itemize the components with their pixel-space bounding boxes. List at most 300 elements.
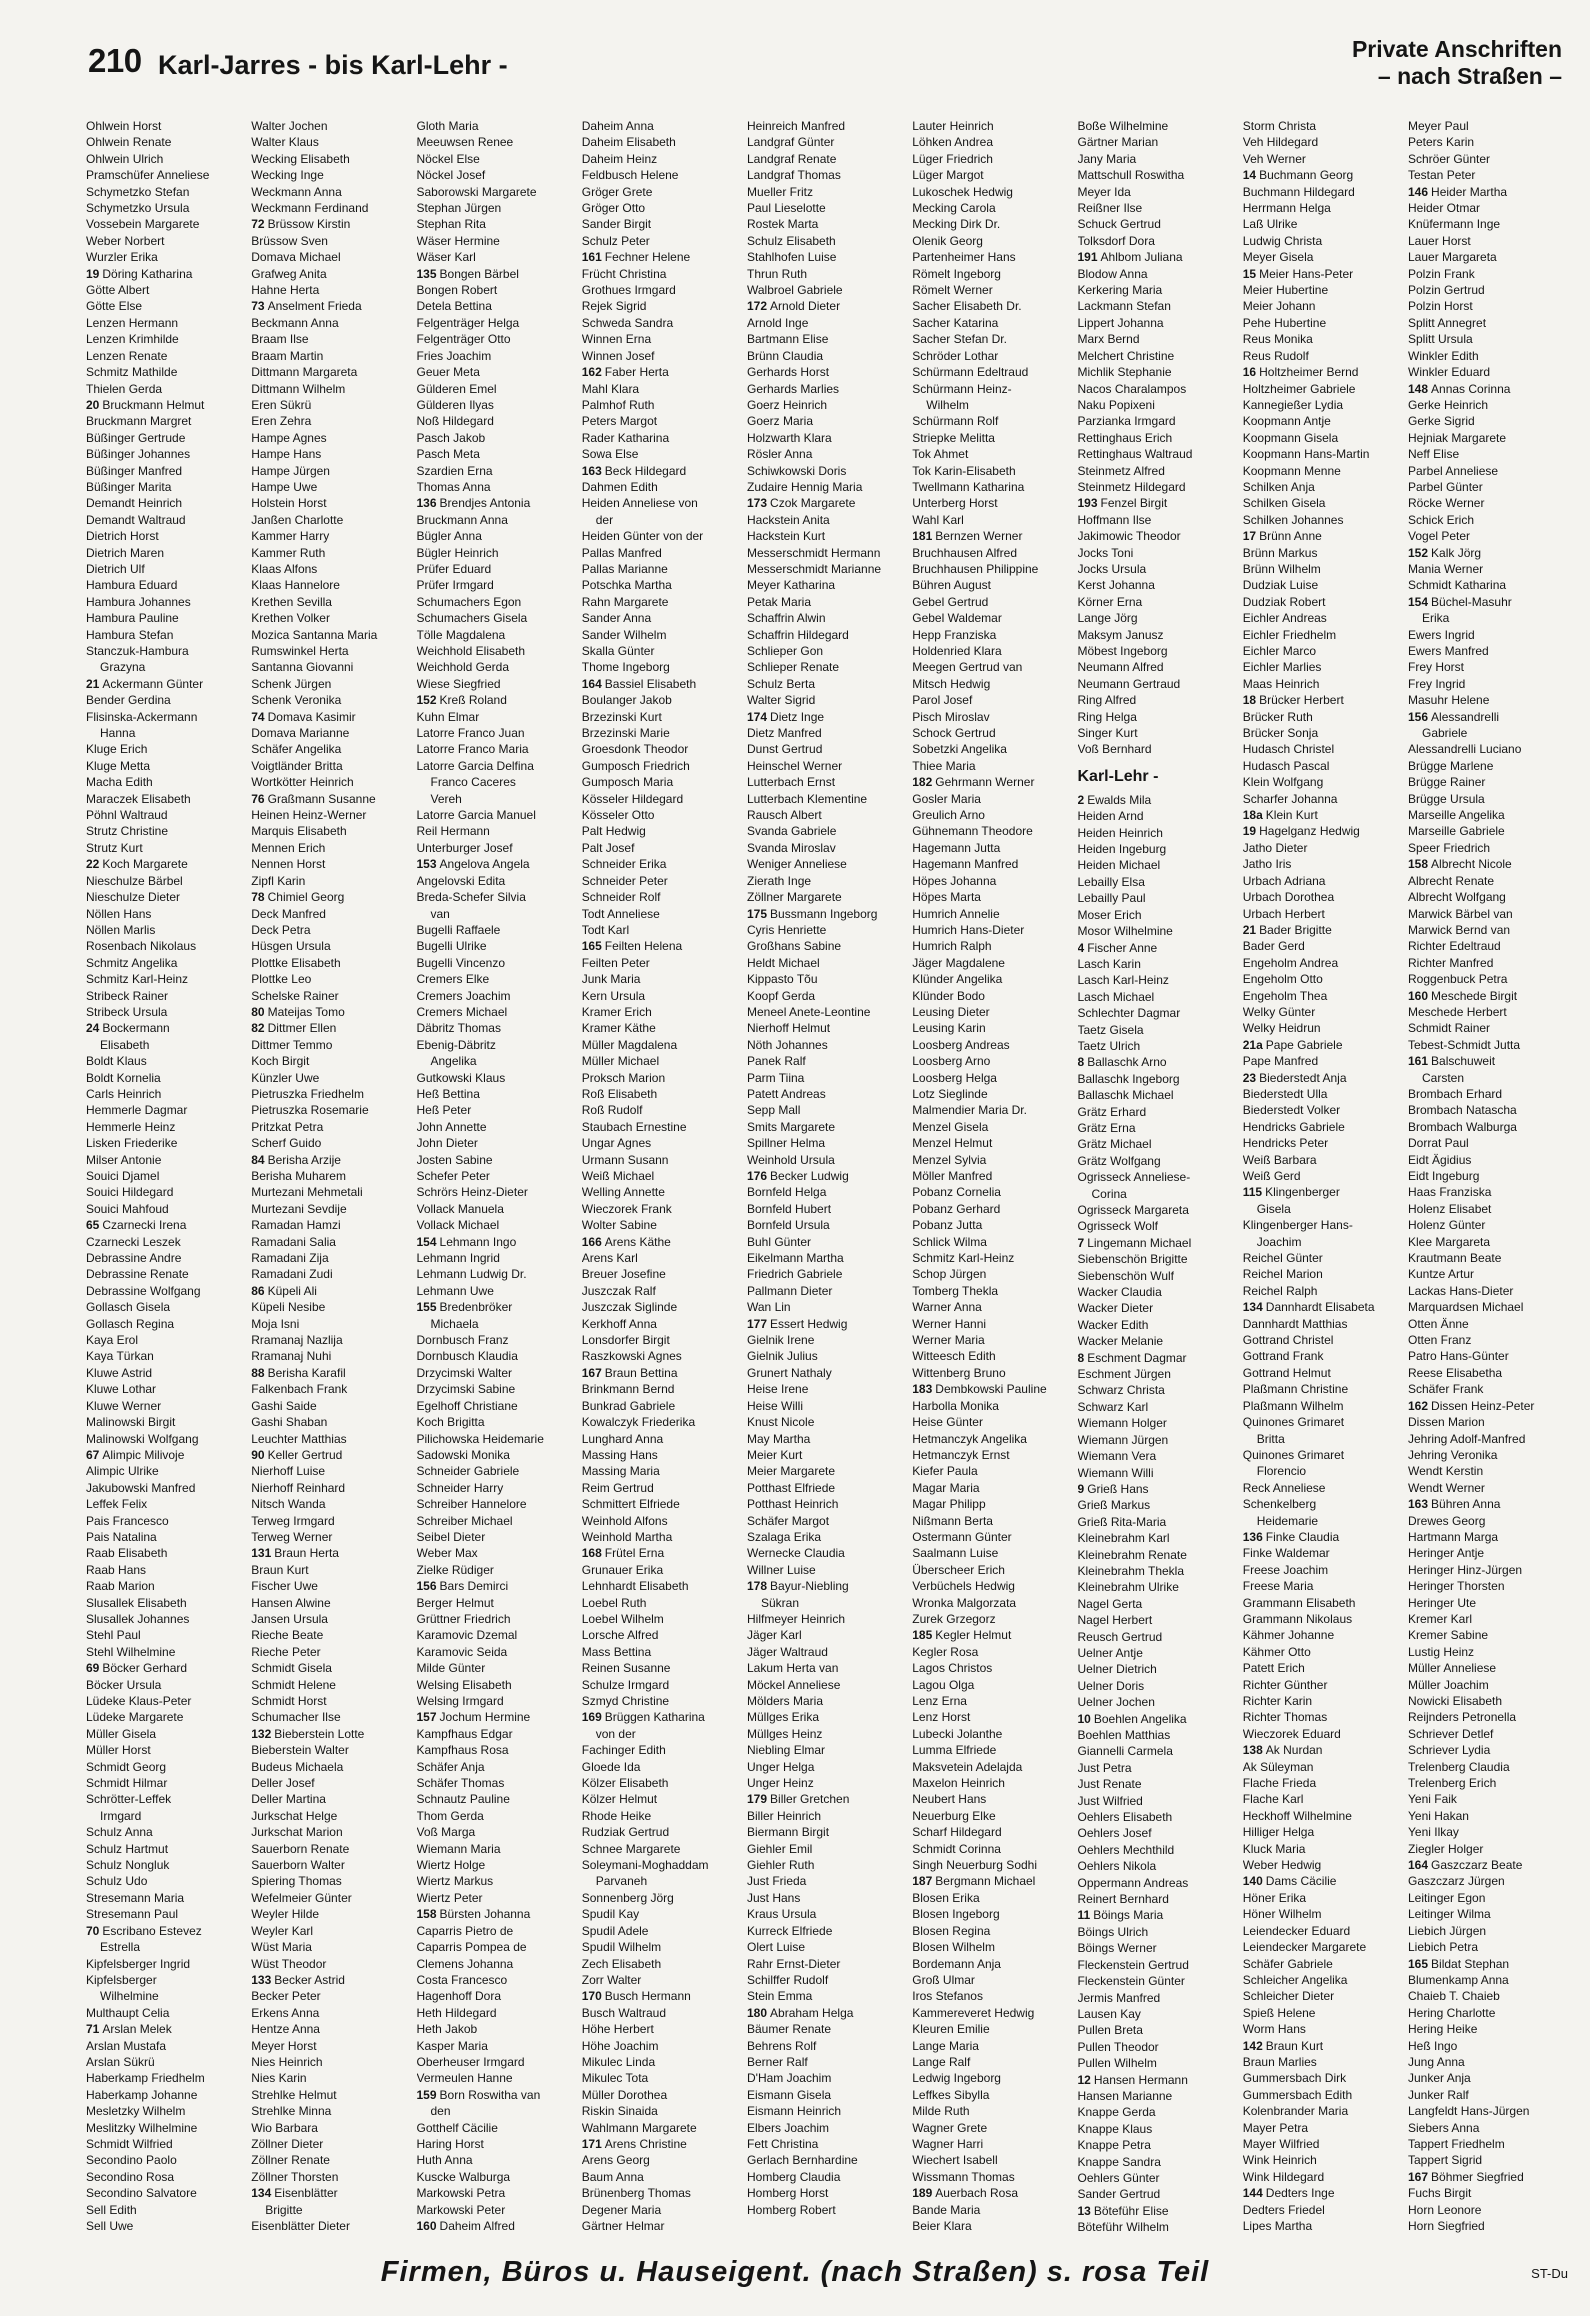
resident-entry	[251, 1135, 409, 1151]
resident-entry	[1078, 1481, 1236, 1497]
resident-name: Hagemann Manfred	[912, 857, 1019, 872]
resident-name: Peters Margot	[581, 414, 658, 429]
resident-entry	[1243, 725, 1401, 741]
resident-name: Just Petra	[1077, 1760, 1132, 1775]
resident-entry	[1408, 643, 1566, 659]
resident-entry	[582, 1775, 740, 1791]
resident-entry	[417, 676, 575, 692]
resident-name: Schulz Elisabeth	[747, 233, 836, 248]
resident-entry	[582, 922, 740, 938]
resident-entry	[417, 1824, 575, 1840]
resident-name: Kölzer Elisabeth	[581, 1776, 669, 1791]
resident-name: Marwick Bernd van	[1408, 922, 1511, 937]
resident-entry	[86, 446, 244, 462]
resident-name: Grieß Hans	[1087, 1481, 1149, 1496]
resident-name: Schwarz Karl	[1077, 1399, 1149, 1414]
resident-entry	[912, 1677, 1070, 1693]
resident-entry	[251, 627, 409, 643]
resident-entry	[1078, 890, 1236, 906]
resident-name: Wacker Dieter	[1077, 1301, 1154, 1316]
resident-entry	[86, 1644, 244, 1660]
resident-entry	[251, 200, 409, 216]
resident-name: Franco Caceres	[430, 775, 516, 790]
house-number: 162	[1408, 1398, 1429, 1413]
resident-name: Hahne Herta	[251, 283, 320, 298]
resident-entry	[86, 955, 244, 971]
resident-name: Pilichowska Heidemarie	[416, 1431, 544, 1446]
resident-name: Boehlen Angelika	[1093, 1711, 1187, 1726]
resident-name: Hagelganz Hedwig	[1259, 824, 1360, 839]
resident-name: Eikelmann Martha	[747, 1251, 844, 1266]
resident-name: Dedters Friedel	[1242, 2202, 1325, 2217]
resident-name: Gebel Gertrud	[912, 594, 989, 609]
resident-name: Ogrisseck Anneliese-	[1077, 1170, 1191, 1185]
house-number: 163	[1408, 1497, 1429, 1512]
resident-entry	[86, 249, 244, 265]
resident-entry	[417, 1332, 575, 1348]
resident-entry	[86, 1414, 244, 1430]
resident-name: Moser Erich	[1077, 907, 1142, 922]
resident-name: Knappe Sandra	[1077, 2154, 1161, 2169]
resident-name: Grammann Elisabeth	[1242, 1595, 1356, 1610]
resident-entry	[582, 118, 740, 134]
resident-name: Wiemann Willi	[1077, 1465, 1154, 1480]
resident-entry	[1243, 1332, 1401, 1348]
resident-entry	[912, 1578, 1070, 1594]
resident-entry	[747, 807, 905, 823]
resident-entry	[1408, 840, 1566, 856]
house-number: 181	[912, 529, 933, 544]
resident-entry	[86, 134, 244, 150]
resident-entry	[912, 1923, 1070, 1939]
resident-name: Groesdonk Theodor	[581, 742, 689, 757]
resident-entry	[1078, 725, 1236, 741]
resident-name: Milde Günter	[416, 1661, 486, 1676]
resident-entry	[417, 167, 575, 183]
resident-name: Wiemann Vera	[1077, 1449, 1157, 1464]
resident-entry	[912, 118, 1070, 134]
resident-name: Künzler Uwe	[251, 1070, 320, 1085]
house-number: 71	[86, 2022, 100, 2037]
resident-name: Nöckel Josef	[416, 168, 486, 183]
house-number: 168	[581, 1546, 602, 1561]
resident-entry	[417, 1414, 575, 1430]
resident-entry	[1408, 1447, 1566, 1463]
resident-name: Pullen Breta	[1077, 2023, 1143, 2038]
resident-entry	[747, 1513, 905, 1529]
resident-entry	[1078, 874, 1236, 890]
resident-entry	[912, 1283, 1070, 1299]
resident-name: Dembkowski Pauline	[935, 1382, 1047, 1397]
resident-name: Winkler Eduard	[1408, 365, 1491, 380]
resident-entry	[912, 840, 1070, 856]
resident-name: Elbers Joachim	[747, 2120, 830, 2135]
resident-entry	[582, 1824, 740, 1840]
resident-name: Klee Margareta	[1408, 1234, 1491, 1249]
resident-entry	[251, 1496, 409, 1512]
resident-entry	[1243, 348, 1401, 364]
resident-entry	[912, 1841, 1070, 1857]
resident-name: Gosler Maria	[912, 791, 981, 806]
resident-name: Eidt Ingeburg	[1408, 1169, 1480, 1183]
resident-name: Sacher Katarina	[912, 315, 999, 330]
resident-entry	[1243, 528, 1401, 544]
resident-name: Gülderen Emel	[416, 381, 497, 396]
resident-entry	[86, 1545, 244, 1561]
resident-name: Weiß Barbara	[1242, 1152, 1317, 1167]
resident-entry	[1078, 348, 1236, 364]
resident-entry	[1408, 1184, 1566, 1200]
resident-name: Sell Edith	[86, 2202, 137, 2217]
resident-name: Saalmann Luise	[912, 1546, 999, 1561]
resident-name: Ostermann Günter	[912, 1529, 1012, 1544]
resident-name: Schreiber Hannelore	[416, 1497, 527, 1512]
resident-name: Arens Karl	[581, 1251, 638, 1266]
house-number: 78	[251, 890, 265, 905]
resident-name: Rausch Albert	[747, 808, 822, 823]
resident-entry	[86, 1956, 244, 1972]
resident-entry	[1243, 1020, 1401, 1036]
resident-name: Pietruszka Friedhelm	[251, 1086, 364, 1101]
resident-name: Messerschmidt Marianne	[747, 561, 882, 576]
resident-entry	[582, 1053, 740, 1069]
resident-name: Irmgard	[100, 1808, 142, 1823]
resident-name: Wüst Maria	[251, 1940, 312, 1955]
resident-name: Dittmer Temmo	[251, 1037, 333, 1052]
resident-entry	[1243, 1283, 1401, 1299]
resident-name: Erika	[1422, 611, 1450, 626]
resident-entry	[747, 331, 905, 347]
resident-name: Brüggen Katharina	[604, 1710, 705, 1725]
resident-entry	[1243, 692, 1401, 708]
street-range-title: Karl-Jarres - bis Karl-Lehr -	[158, 50, 508, 80]
resident-name: Parzianka Irmgard	[1077, 414, 1176, 429]
resident-name: Richter Manfred	[1408, 955, 1494, 970]
resident-entry	[251, 561, 409, 577]
resident-name: Gutkowski Klaus	[416, 1070, 506, 1085]
resident-entry	[417, 1939, 575, 1955]
resident-name: Heth Jakob	[416, 2022, 478, 2037]
resident-entry	[582, 1316, 740, 1332]
house-number: 183	[912, 1382, 933, 1397]
house-number: 155	[416, 1300, 437, 1315]
resident-name: Weinhold Martha	[581, 1529, 673, 1544]
resident-entry	[1078, 2203, 1236, 2219]
resident-entry	[747, 446, 905, 462]
resident-entry	[582, 413, 740, 429]
resident-entry	[251, 889, 409, 905]
resident-entry	[1078, 1776, 1236, 1792]
resident-name: Striepke Melitta	[912, 430, 995, 445]
resident-entry	[86, 741, 244, 757]
resident-name: Weichhold Elisabeth	[416, 644, 526, 658]
resident-name: Groß Ulmar	[912, 1972, 975, 1987]
resident-name: Mosor Wilhelmine	[1077, 924, 1173, 939]
resident-entry	[1408, 1086, 1566, 1102]
resident-entry	[1408, 692, 1566, 708]
resident-name: Wecking Elisabeth	[251, 151, 350, 166]
resident-name: Oberheuser Irmgard	[416, 2054, 525, 2069]
resident-name: Junker Ralf	[1408, 2087, 1469, 2102]
resident-entry	[417, 446, 575, 462]
resident-entry	[251, 791, 409, 807]
resident-name: Marx Bernd	[1077, 332, 1140, 347]
resident-name: Grafweg Anita	[251, 266, 327, 281]
resident-name: Witteesch Edith	[912, 1349, 996, 1364]
resident-name: Tappert Friedhelm	[1408, 2136, 1505, 2151]
resident-entry	[1078, 808, 1236, 824]
resident-entry	[1078, 1120, 1236, 1136]
resident-name: Stein Emma	[747, 1989, 813, 2004]
resident-entry	[747, 922, 905, 938]
resident-name: Pritzkat Petra	[251, 1119, 324, 1134]
resident-name: Winnen Josef	[581, 348, 655, 363]
resident-name: Prüfer Irmgard	[416, 578, 494, 593]
resident-entry	[1408, 1053, 1566, 1069]
resident-entry	[912, 1956, 1070, 1972]
resident-entry	[1243, 1496, 1401, 1512]
resident-name: Grätz Erna	[1077, 1120, 1136, 1135]
resident-name: Schriever Lydia	[1408, 1743, 1491, 1758]
resident-entry	[912, 381, 1070, 397]
resident-name: Hüsgen Ursula	[251, 939, 331, 954]
resident-entry	[912, 1775, 1070, 1791]
resident-entry	[912, 610, 1070, 626]
resident-entry	[251, 758, 409, 774]
resident-entry	[582, 151, 740, 167]
resident-name: Kalk Jörg	[1431, 545, 1482, 560]
resident-name: Lasch Karin	[1077, 956, 1141, 971]
resident-entry	[747, 2038, 905, 2054]
resident-name: Karamovic Seida	[416, 1644, 508, 1659]
house-number: 152	[1408, 545, 1429, 560]
resident-entry	[86, 1332, 244, 1348]
resident-name: Nagel Gerta	[1077, 1596, 1143, 1611]
resident-entry	[1408, 938, 1566, 954]
resident-entry	[417, 1693, 575, 1709]
resident-name: Braun Kurt	[1265, 2038, 1324, 2053]
resident-name: Ohlwein Horst	[86, 119, 162, 133]
resident-entry	[251, 249, 409, 265]
resident-entry	[912, 331, 1070, 347]
resident-entry	[912, 1496, 1070, 1512]
resident-name: Scherf Guido	[251, 1136, 322, 1151]
resident-name: Strutz Christine	[86, 824, 169, 839]
resident-name: Ahlbom Juliana	[1100, 250, 1183, 265]
resident-name: Schymetzko Stefan	[86, 184, 190, 199]
resident-entry	[1408, 1348, 1566, 1364]
resident-name: Reichel Marion	[1242, 1267, 1323, 1282]
resident-name: Erkens Anna	[251, 2005, 320, 2020]
resident-name: Langfeldt Hans-Jürgen	[1408, 2104, 1530, 2119]
resident-name: Gaszczarz Jürgen	[1408, 1874, 1505, 1889]
resident-name: Arslan Mustafa	[86, 2038, 167, 2053]
house-number: 13	[1077, 2203, 1091, 2218]
house-number: 10	[1077, 1711, 1091, 1726]
resident-name: Möller Manfred	[912, 1169, 993, 1183]
resident-entry	[251, 807, 409, 823]
house-number: 162	[581, 365, 602, 380]
resident-name: Oppermann Andreas	[1077, 1875, 1189, 1890]
resident-name: Koopf Gerda	[747, 988, 816, 1003]
resident-entry	[417, 2202, 575, 2218]
house-number: 14	[1242, 168, 1257, 183]
resident-name: Hejniak Margarete	[1408, 430, 1507, 445]
resident-name: Pape Gabriele	[1265, 1037, 1343, 1052]
resident-entry	[417, 971, 575, 987]
resident-name: Liebich Petra	[1408, 1940, 1479, 1955]
resident-name: Lehnhardt Elisabeth	[581, 1579, 689, 1594]
resident-entry	[747, 1020, 905, 1036]
resident-entry	[747, 1480, 905, 1496]
resident-name: Felgenträger Helga	[416, 315, 520, 330]
page-number: 210	[88, 42, 142, 79]
resident-entry	[1408, 397, 1566, 413]
resident-name: Müller Michael	[581, 1054, 660, 1069]
resident-name: Kippasto Tõu	[747, 972, 818, 987]
resident-name: Debrassine Renate	[86, 1267, 189, 1282]
resident-name: Schaffrin Alwin	[747, 611, 826, 626]
resident-entry	[912, 1988, 1070, 2004]
resident-entry	[86, 692, 244, 708]
resident-name: Hendricks Peter	[1242, 1136, 1329, 1151]
resident-name: Hambura Johannes	[86, 594, 191, 609]
resident-name: Rejek Sigrid	[581, 299, 647, 314]
resident-entry	[1078, 233, 1236, 249]
resident-name: Ballaschk Arno	[1087, 1055, 1167, 1070]
resident-name: Walter Klaus	[251, 135, 319, 150]
resident-name: Ackermann Günter	[102, 676, 204, 691]
resident-entry	[747, 1644, 905, 1660]
resident-name: Messerschmidt Hermann	[747, 545, 881, 560]
resident-name: van	[430, 906, 450, 921]
resident-entry	[86, 1152, 244, 1168]
resident-entry	[86, 266, 244, 282]
resident-name: Gröger Otto	[581, 201, 646, 216]
footer-code: ST-Du	[1531, 2266, 1568, 2281]
resident-entry	[582, 2070, 740, 2086]
resident-entry	[251, 1266, 409, 1282]
resident-name: Blosen Erika	[912, 1890, 980, 1905]
resident-entry	[251, 216, 409, 232]
resident-name: Wahl Karl	[912, 512, 964, 527]
resident-entry-continuation	[417, 1316, 575, 1332]
resident-name: Escribano Estevez	[102, 1923, 202, 1938]
resident-entry	[582, 856, 740, 872]
resident-entry	[1408, 413, 1566, 429]
resident-entry	[747, 1742, 905, 1758]
resident-name: Richter Karin	[1242, 1694, 1313, 1708]
resident-entry	[417, 397, 575, 413]
resident-name: Petak Maria	[747, 594, 812, 609]
resident-name: Reusch Gertrud	[1077, 1629, 1163, 1644]
resident-entry	[747, 1152, 905, 1168]
resident-entry	[747, 184, 905, 200]
resident-entry	[417, 348, 575, 364]
resident-name: Stehl Paul	[86, 1628, 141, 1643]
resident-entry	[1408, 315, 1566, 331]
resident-entry	[1408, 298, 1566, 314]
resident-entry	[417, 479, 575, 495]
resident-entry	[1243, 1053, 1401, 1069]
resident-name: Joachim	[1256, 1234, 1302, 1249]
resident-entry	[1408, 151, 1566, 167]
resident-name: Souici Djamel	[86, 1169, 160, 1183]
resident-name: Angelova Angela	[439, 857, 530, 872]
resident-entry-continuation	[1408, 1070, 1566, 1086]
resident-entry	[1408, 1414, 1566, 1430]
resident-entry-continuation	[912, 397, 1070, 413]
resident-name: Rahr Ernst-Dieter	[747, 1956, 841, 1971]
resident-entry	[86, 774, 244, 790]
resident-entry	[417, 1677, 575, 1693]
resident-name: Stehl Wilhelmine	[86, 1644, 176, 1659]
resident-entry	[912, 1529, 1070, 1545]
resident-entry	[582, 971, 740, 987]
resident-entry	[251, 1234, 409, 1250]
resident-entry	[1243, 1447, 1401, 1463]
resident-entry	[251, 1791, 409, 1807]
resident-name: Feilten Helena	[604, 939, 683, 954]
resident-name: Schäfer Margot	[747, 1513, 830, 1528]
resident-entry	[1408, 1611, 1566, 1627]
resident-entry	[251, 495, 409, 511]
resident-entry	[912, 1726, 1070, 1742]
resident-entry	[86, 1070, 244, 1086]
house-number: 7	[1077, 1235, 1085, 1250]
resident-entry	[86, 545, 244, 561]
resident-name: Secondino Paolo	[86, 2153, 177, 2168]
resident-entry	[912, 2070, 1070, 2086]
resident-name: Reinert Bernhard	[1077, 1892, 1169, 1907]
resident-entry	[747, 610, 905, 626]
resident-entry	[582, 463, 740, 479]
house-number: 144	[1242, 2186, 1263, 2201]
resident-entry	[912, 1119, 1070, 1135]
resident-name: Gaszczarz Beate	[1431, 1858, 1523, 1873]
resident-entry	[582, 676, 740, 692]
resident-name: Bruckmann Helmut	[102, 397, 205, 412]
resident-name: Bussmann Ingeborg	[770, 906, 878, 921]
resident-name: Becker Ludwig	[770, 1169, 849, 1183]
house-number: 154	[1408, 594, 1429, 609]
resident-entry	[1408, 282, 1566, 298]
resident-entry	[417, 151, 575, 167]
resident-name: Pape Manfred	[1242, 1054, 1319, 1069]
resident-entry	[1078, 1333, 1236, 1349]
resident-name: Reijnders Petronella	[1408, 1710, 1517, 1725]
resident-entry	[747, 2070, 905, 2086]
resident-name: Magar Philipp	[912, 1497, 986, 1512]
resident-entry	[912, 2054, 1070, 2070]
resident-entry	[582, 1020, 740, 1036]
resident-name: Becker Astrid	[274, 1972, 345, 1987]
resident-entry	[86, 2152, 244, 2168]
resident-entry	[1078, 1563, 1236, 1579]
resident-name: Blumenkamp Anna	[1408, 1972, 1509, 1987]
resident-entry	[1243, 249, 1401, 265]
resident-entry	[1408, 1266, 1566, 1282]
resident-name: Rosenbach Nikolaus	[86, 939, 197, 954]
resident-entry	[1078, 184, 1236, 200]
resident-name: Gumposch Friedrich	[581, 758, 690, 773]
resident-name: Gerhards Horst	[747, 365, 830, 380]
resident-name: Dannhardt Matthias	[1242, 1316, 1348, 1331]
resident-name: Marwick Bärbel van	[1408, 906, 1513, 921]
resident-name: Bader Gerd	[1242, 939, 1305, 954]
resident-name: Alimpic Milivoje	[102, 1447, 185, 1462]
resident-name: Rettinghaus Erich	[1077, 430, 1173, 445]
